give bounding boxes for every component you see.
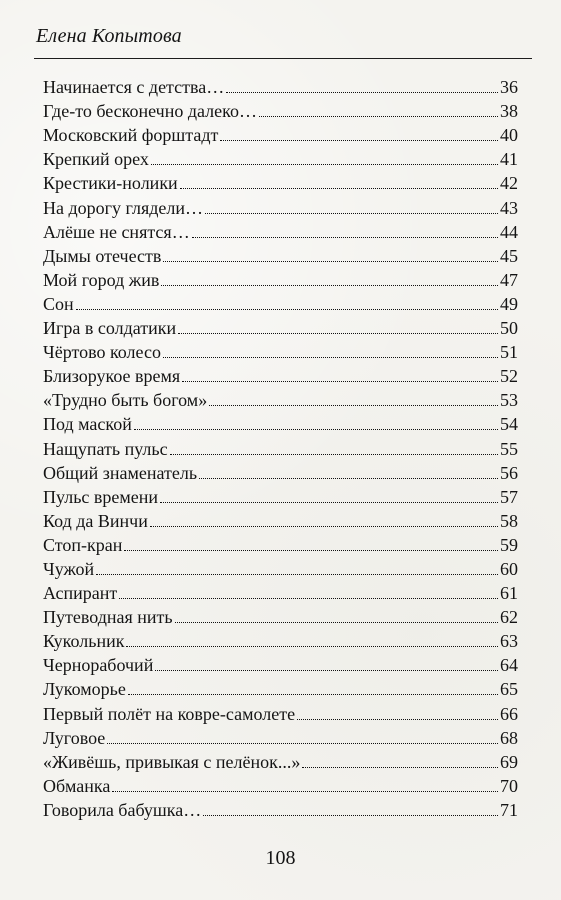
dot-leader [178, 333, 498, 334]
toc-entry [43, 122, 518, 146]
dot-leader [112, 791, 498, 792]
toc-entry-title: Пульс времени [43, 486, 159, 507]
dot-leader [119, 598, 498, 599]
toc-entry-title: Где-то бесконечно далеко… [43, 101, 257, 122]
toc-entry [43, 460, 518, 484]
toc-entry-page-number: 52 [500, 366, 518, 387]
toc-entry-title: Сон [43, 293, 74, 314]
toc-entry [43, 194, 518, 218]
toc-entry-page-number: 53 [500, 390, 518, 411]
running-header-author: Елена Копытова [36, 25, 182, 47]
toc-entry-title: Дымы отечеств [43, 245, 162, 266]
toc-entry-page-number: 62 [500, 607, 518, 628]
toc-entry-page-number: 47 [500, 269, 518, 290]
dot-leader [124, 550, 498, 551]
toc-entry [43, 267, 518, 291]
toc-entry-title: Код да Винчи [43, 510, 148, 531]
header-divider [34, 58, 532, 59]
toc-entry-title: Путеводная нить [43, 607, 173, 628]
toc-entry-title: Под маской [43, 414, 132, 435]
toc-entry [43, 773, 518, 797]
toc-entry [43, 98, 518, 122]
toc-entry-title: Московский форштадт [43, 125, 219, 146]
toc-entry-page-number: 60 [500, 558, 518, 579]
toc-entry [43, 435, 518, 459]
dot-leader [170, 454, 498, 455]
toc-entry-title: Стоп-кран [43, 534, 123, 555]
toc-entry-title: На дорогу глядели… [43, 197, 204, 218]
dot-leader [96, 574, 498, 575]
toc-entry-page-number: 64 [500, 655, 518, 676]
toc-entry-title: Чужой [43, 558, 95, 579]
toc-entry-title: Аспирант [43, 583, 118, 604]
toc-entry-page-number: 42 [500, 173, 518, 194]
dot-leader [180, 188, 498, 189]
toc-entry [43, 797, 518, 821]
dot-leader [163, 357, 498, 358]
toc-entry-title: Нащупать пульс [43, 438, 168, 459]
toc-entry-page-number: 56 [500, 462, 518, 483]
toc-entry-page-number: 59 [500, 534, 518, 555]
dot-leader [155, 670, 498, 671]
toc-entry [43, 725, 518, 749]
toc-entry-title: Луговое [43, 727, 106, 748]
toc-entry-page-number: 57 [500, 486, 518, 507]
toc-entry [43, 146, 518, 170]
toc-entry-title: Крестики-нолики [43, 173, 178, 194]
toc-entry-title: Начинается с детства… [43, 77, 225, 98]
toc-entry-title: Крепкий орех [43, 149, 149, 170]
dot-leader [163, 261, 498, 262]
dot-leader [150, 526, 498, 527]
toc-entry-page-number: 65 [500, 679, 518, 700]
toc-entry-title: Чернорабочий [43, 655, 154, 676]
toc-entry-page-number: 58 [500, 510, 518, 531]
toc-entry [43, 652, 518, 676]
toc-entry-page-number: 51 [500, 342, 518, 363]
toc-entry-page-number: 41 [500, 149, 518, 170]
dot-leader [203, 815, 498, 816]
dot-leader [209, 405, 498, 406]
toc-entry-page-number: 40 [500, 125, 518, 146]
toc-entry-title: «Трудно быть богом» [43, 390, 208, 411]
toc-entry [43, 339, 518, 363]
toc-entry [43, 556, 518, 580]
toc-entry [43, 700, 518, 724]
toc-entry-title: Лукоморье [43, 679, 126, 700]
dot-leader [192, 237, 498, 238]
toc-entry [43, 411, 518, 435]
toc-entry-page-number: 66 [500, 703, 518, 724]
toc-entry-title: Алёше не снятся… [43, 221, 190, 242]
dot-leader [161, 285, 498, 286]
dot-leader [302, 767, 498, 768]
dot-leader [205, 213, 498, 214]
toc-entry-page-number: 71 [500, 799, 518, 820]
toc-entry [43, 749, 518, 773]
toc-entry-page-number: 55 [500, 438, 518, 459]
toc-entry-page-number: 50 [500, 318, 518, 339]
toc-entry-page-number: 45 [500, 245, 518, 266]
toc-entry [43, 243, 518, 267]
toc-entry-page-number: 49 [500, 293, 518, 314]
toc-entry [43, 580, 518, 604]
toc-entry [43, 291, 518, 315]
toc-entry-page-number: 63 [500, 631, 518, 652]
toc-entry-page-number: 54 [500, 414, 518, 435]
dot-leader [126, 646, 498, 647]
toc-entry-title: «Живёшь, привыкая с пелёнок...» [43, 751, 301, 772]
dot-leader [199, 478, 498, 479]
toc-entry [43, 532, 518, 556]
toc-entry-title: Игра в солдатики [43, 318, 177, 339]
toc-entry [43, 315, 518, 339]
dot-leader [151, 164, 498, 165]
toc-entry-page-number: 44 [500, 221, 518, 242]
toc-entry [43, 387, 518, 411]
dot-leader [128, 694, 498, 695]
toc-entry-page-number: 43 [500, 197, 518, 218]
toc-entry-title: Близорукое время [43, 366, 181, 387]
toc-entry [43, 170, 518, 194]
toc-entry [43, 508, 518, 532]
dot-leader [107, 743, 498, 744]
toc-entry-page-number: 61 [500, 583, 518, 604]
toc-entry [43, 363, 518, 387]
page-number: 108 [265, 847, 296, 869]
dot-leader [134, 429, 498, 430]
dot-leader [226, 92, 498, 93]
toc-entry-page-number: 69 [500, 751, 518, 772]
dot-leader [220, 140, 498, 141]
toc-entry [43, 484, 518, 508]
toc-entry-page-number: 68 [500, 727, 518, 748]
dot-leader [297, 719, 498, 720]
toc-entry-page-number: 36 [500, 77, 518, 98]
dot-leader [76, 309, 498, 310]
dot-leader [160, 502, 498, 503]
toc-entry [43, 676, 518, 700]
table-of-contents [43, 74, 518, 821]
toc-entry-title: Кукольник [43, 631, 125, 652]
toc-entry-title: Мой город жив [43, 269, 160, 290]
toc-entry-page-number: 38 [500, 101, 518, 122]
toc-entry-page-number: 70 [500, 775, 518, 796]
toc-entry [43, 604, 518, 628]
toc-entry-title: Обманка [43, 775, 111, 796]
dot-leader [259, 116, 498, 117]
toc-entry [43, 628, 518, 652]
toc-entry-title: Говорила бабушка… [43, 799, 202, 820]
dot-leader [182, 381, 498, 382]
toc-entry-title: Первый полёт на ковре-самолете [43, 703, 296, 724]
dot-leader [175, 622, 498, 623]
toc-entry-title: Чёртово колесо [43, 342, 161, 363]
toc-entry-title: Общий знаменатель [43, 462, 198, 483]
toc-entry [43, 219, 518, 243]
toc-entry [43, 74, 518, 98]
